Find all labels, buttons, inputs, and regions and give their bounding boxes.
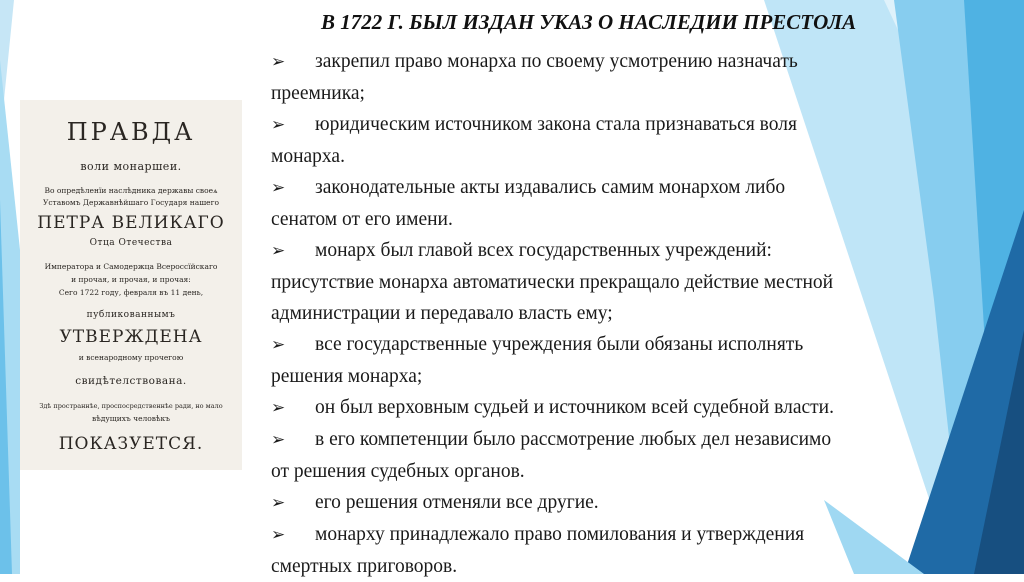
list-item: [271, 519, 991, 582]
historical-document-image: [20, 100, 242, 470]
doc-line: Уставомъ Державнѣйшаго Государя нашего: [42, 198, 220, 207]
doc-line: ПРАВДА: [66, 118, 196, 146]
list-item: [271, 392, 991, 424]
doc-line: Сего 1722 году, февраля въ 11 день,: [58, 288, 204, 297]
list-item-text: от решения судебных органов.: [271, 461, 525, 482]
doc-line: Во опредѣленїи наслѣдника державы своеѧ: [44, 186, 218, 195]
list-item: [271, 235, 991, 329]
doc-line: ПЕТРА ВЕЛИКАГО: [37, 213, 225, 233]
doc-line: Отца Отечества: [89, 238, 173, 248]
list-item-text: закрепил право монарха по своему усмотрению назначать: [315, 51, 798, 72]
arrow-bullet-icon: ➢: [271, 241, 286, 261]
list-item: [271, 109, 991, 172]
doc-line: ПОКАЗУЕТСЯ.: [58, 434, 204, 454]
list-item-text: юридическим источником закона стала признаваться воля: [315, 114, 797, 135]
list-item-text: монарха.: [271, 146, 345, 167]
arrow-bullet-icon: ➢: [271, 178, 286, 198]
arrow-bullet-icon: ➢: [271, 430, 286, 450]
doc-line: Императора и Самодержца Всероссїйскаго: [44, 262, 218, 271]
doc-line: публикованнымъ: [86, 310, 176, 320]
list-item: [271, 172, 991, 235]
doc-line: Здѣ пространнѣе, проспосредственнѣе ради, но мало: [39, 402, 223, 410]
doc-line: воли монаршеи.: [80, 160, 182, 173]
list-item: [271, 424, 991, 487]
arrow-bullet-icon: ➢: [271, 52, 286, 72]
list-item-text: законодательные акты издавались самим монархом либо: [315, 177, 786, 198]
doc-line: УТВЕРЖДЕНА: [59, 327, 203, 347]
list-item: [271, 46, 991, 109]
doc-line: свидѣтелствована.: [75, 375, 187, 387]
bullet-list: [271, 46, 991, 582]
doc-line: вѣдущихъ человѣкъ: [91, 414, 170, 423]
arrow-bullet-icon: ➢: [271, 493, 286, 513]
list-item-text: его решения отменяли все другие.: [315, 492, 599, 513]
arrow-bullet-icon: ➢: [271, 335, 286, 355]
list-item-text: администрации и передавало власть ему;: [271, 303, 613, 324]
doc-line: и прочая, и прочая, и прочая:: [71, 275, 191, 284]
list-item-text: решения монарха;: [271, 366, 423, 387]
list-item: [271, 329, 991, 392]
list-item-text: смертных приговоров.: [271, 556, 458, 577]
doc-line: и всенародному прочегою: [78, 353, 184, 362]
arrow-bullet-icon: ➢: [271, 398, 286, 418]
list-item-text: все государственные учреждения были обязаны исполнять: [315, 334, 804, 355]
list-item-text: он был верховным судьей и источником всей судебной власти.: [315, 397, 834, 418]
list-item-text: монарх был главой всех государственных учреждений:: [315, 240, 772, 261]
left-decor-strip: [0, 0, 20, 574]
list-item-text: преемника;: [271, 83, 365, 104]
list-item-text: сенатом от его имени.: [271, 209, 453, 230]
slide-title: В 1722 Г. БЫЛ ИЗДАН УКАЗ О НАСЛЕДИИ ПРЕСТОЛА: [321, 10, 857, 34]
arrow-bullet-icon: ➢: [271, 525, 286, 545]
list-item: [271, 487, 991, 519]
list-item-text: в его компетенции было рассмотрение любых дел независимо: [315, 429, 832, 450]
list-item-text: присутствие монарха автоматически прекращало действие местной: [271, 272, 834, 293]
list-item-text: монарху принадлежало право помилования и утверждения: [315, 524, 805, 545]
arrow-bullet-icon: ➢: [271, 115, 286, 135]
